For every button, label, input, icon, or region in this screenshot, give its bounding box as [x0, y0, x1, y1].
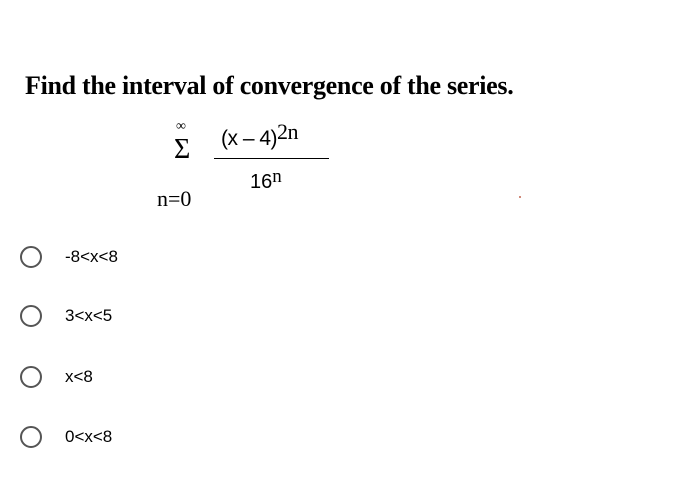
- fraction-numerator: [221, 119, 298, 151]
- option-label: 0<x<8: [65, 427, 113, 446]
- radio-button[interactable]: [20, 426, 42, 448]
- option-3[interactable]: [20, 366, 93, 388]
- fraction-bar: [214, 158, 329, 159]
- denominator-base: 16: [250, 171, 273, 193]
- sigma-symbol: Σ: [174, 134, 191, 165]
- fraction-denominator: [250, 166, 282, 194]
- option-label: 3<x<5: [65, 306, 113, 325]
- denominator-exponent: n: [272, 166, 282, 187]
- option-1[interactable]: [20, 246, 118, 268]
- option-4[interactable]: [20, 426, 112, 448]
- series-formula: [0, 0, 692, 230]
- sum-lower-limit: n=0: [157, 186, 192, 211]
- radio-button[interactable]: [20, 305, 42, 327]
- numerator-base: (x – 4): [221, 127, 278, 150]
- sum-upper-limit: ∞: [176, 119, 186, 134]
- option-2[interactable]: [20, 305, 112, 327]
- option-label: -8<x<8: [65, 247, 118, 266]
- stray-dot: [519, 196, 521, 198]
- option-label: x<8: [65, 367, 93, 386]
- numerator-exponent: 2n: [277, 119, 299, 144]
- radio-button[interactable]: [20, 366, 42, 388]
- radio-button[interactable]: [20, 246, 42, 268]
- question-text: Find the interval of convergence of the series.: [25, 71, 514, 100]
